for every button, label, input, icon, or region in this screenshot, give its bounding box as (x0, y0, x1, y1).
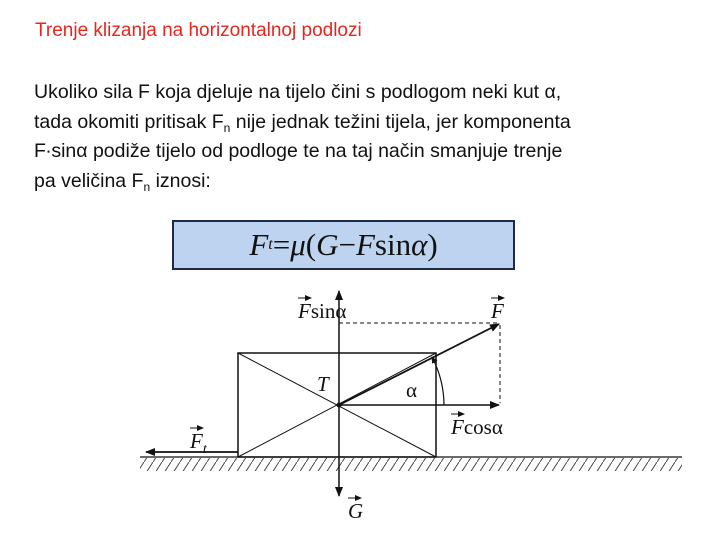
svg-text:Fsinα: Fsinα (298, 299, 347, 323)
label-fcos (450, 414, 503, 439)
svg-text:Fcosα: Fcosα (451, 415, 503, 439)
paragraph-line-1: Ukoliko sila F koja djeluje na tijelo čini s podlogom neki kut α, (34, 81, 562, 103)
label-g (348, 498, 363, 523)
friction-formula: F t = μ ( G − F sin α ) (249, 227, 438, 262)
svg-text:G: G (348, 499, 364, 523)
paragraph-line-4: pa veličina $F_n$ iznosi: (34, 169, 211, 194)
label-alpha: α (406, 378, 418, 402)
paragraph-line-2: tada okomiti pritisak $F_n$ nije jednak težini tijela, jer komponenta (34, 110, 571, 135)
svg-text:Ft: $F_t$ (190, 429, 207, 457)
angle-arc (432, 357, 444, 405)
center-point (337, 403, 342, 408)
label-ft (189, 428, 208, 457)
label-f (490, 298, 504, 323)
paragraph-line-3: F∙sinα podiže tijelo od podloge te na taj način smanjuje trenje (34, 140, 563, 162)
svg-text:F: F (491, 299, 504, 323)
ground (140, 457, 682, 471)
label-fsin (297, 298, 346, 323)
f-arrow (339, 324, 499, 405)
page-title: Trenje klizanja na horizontalnoj podlozi (35, 20, 362, 41)
label-t: T (317, 372, 329, 396)
